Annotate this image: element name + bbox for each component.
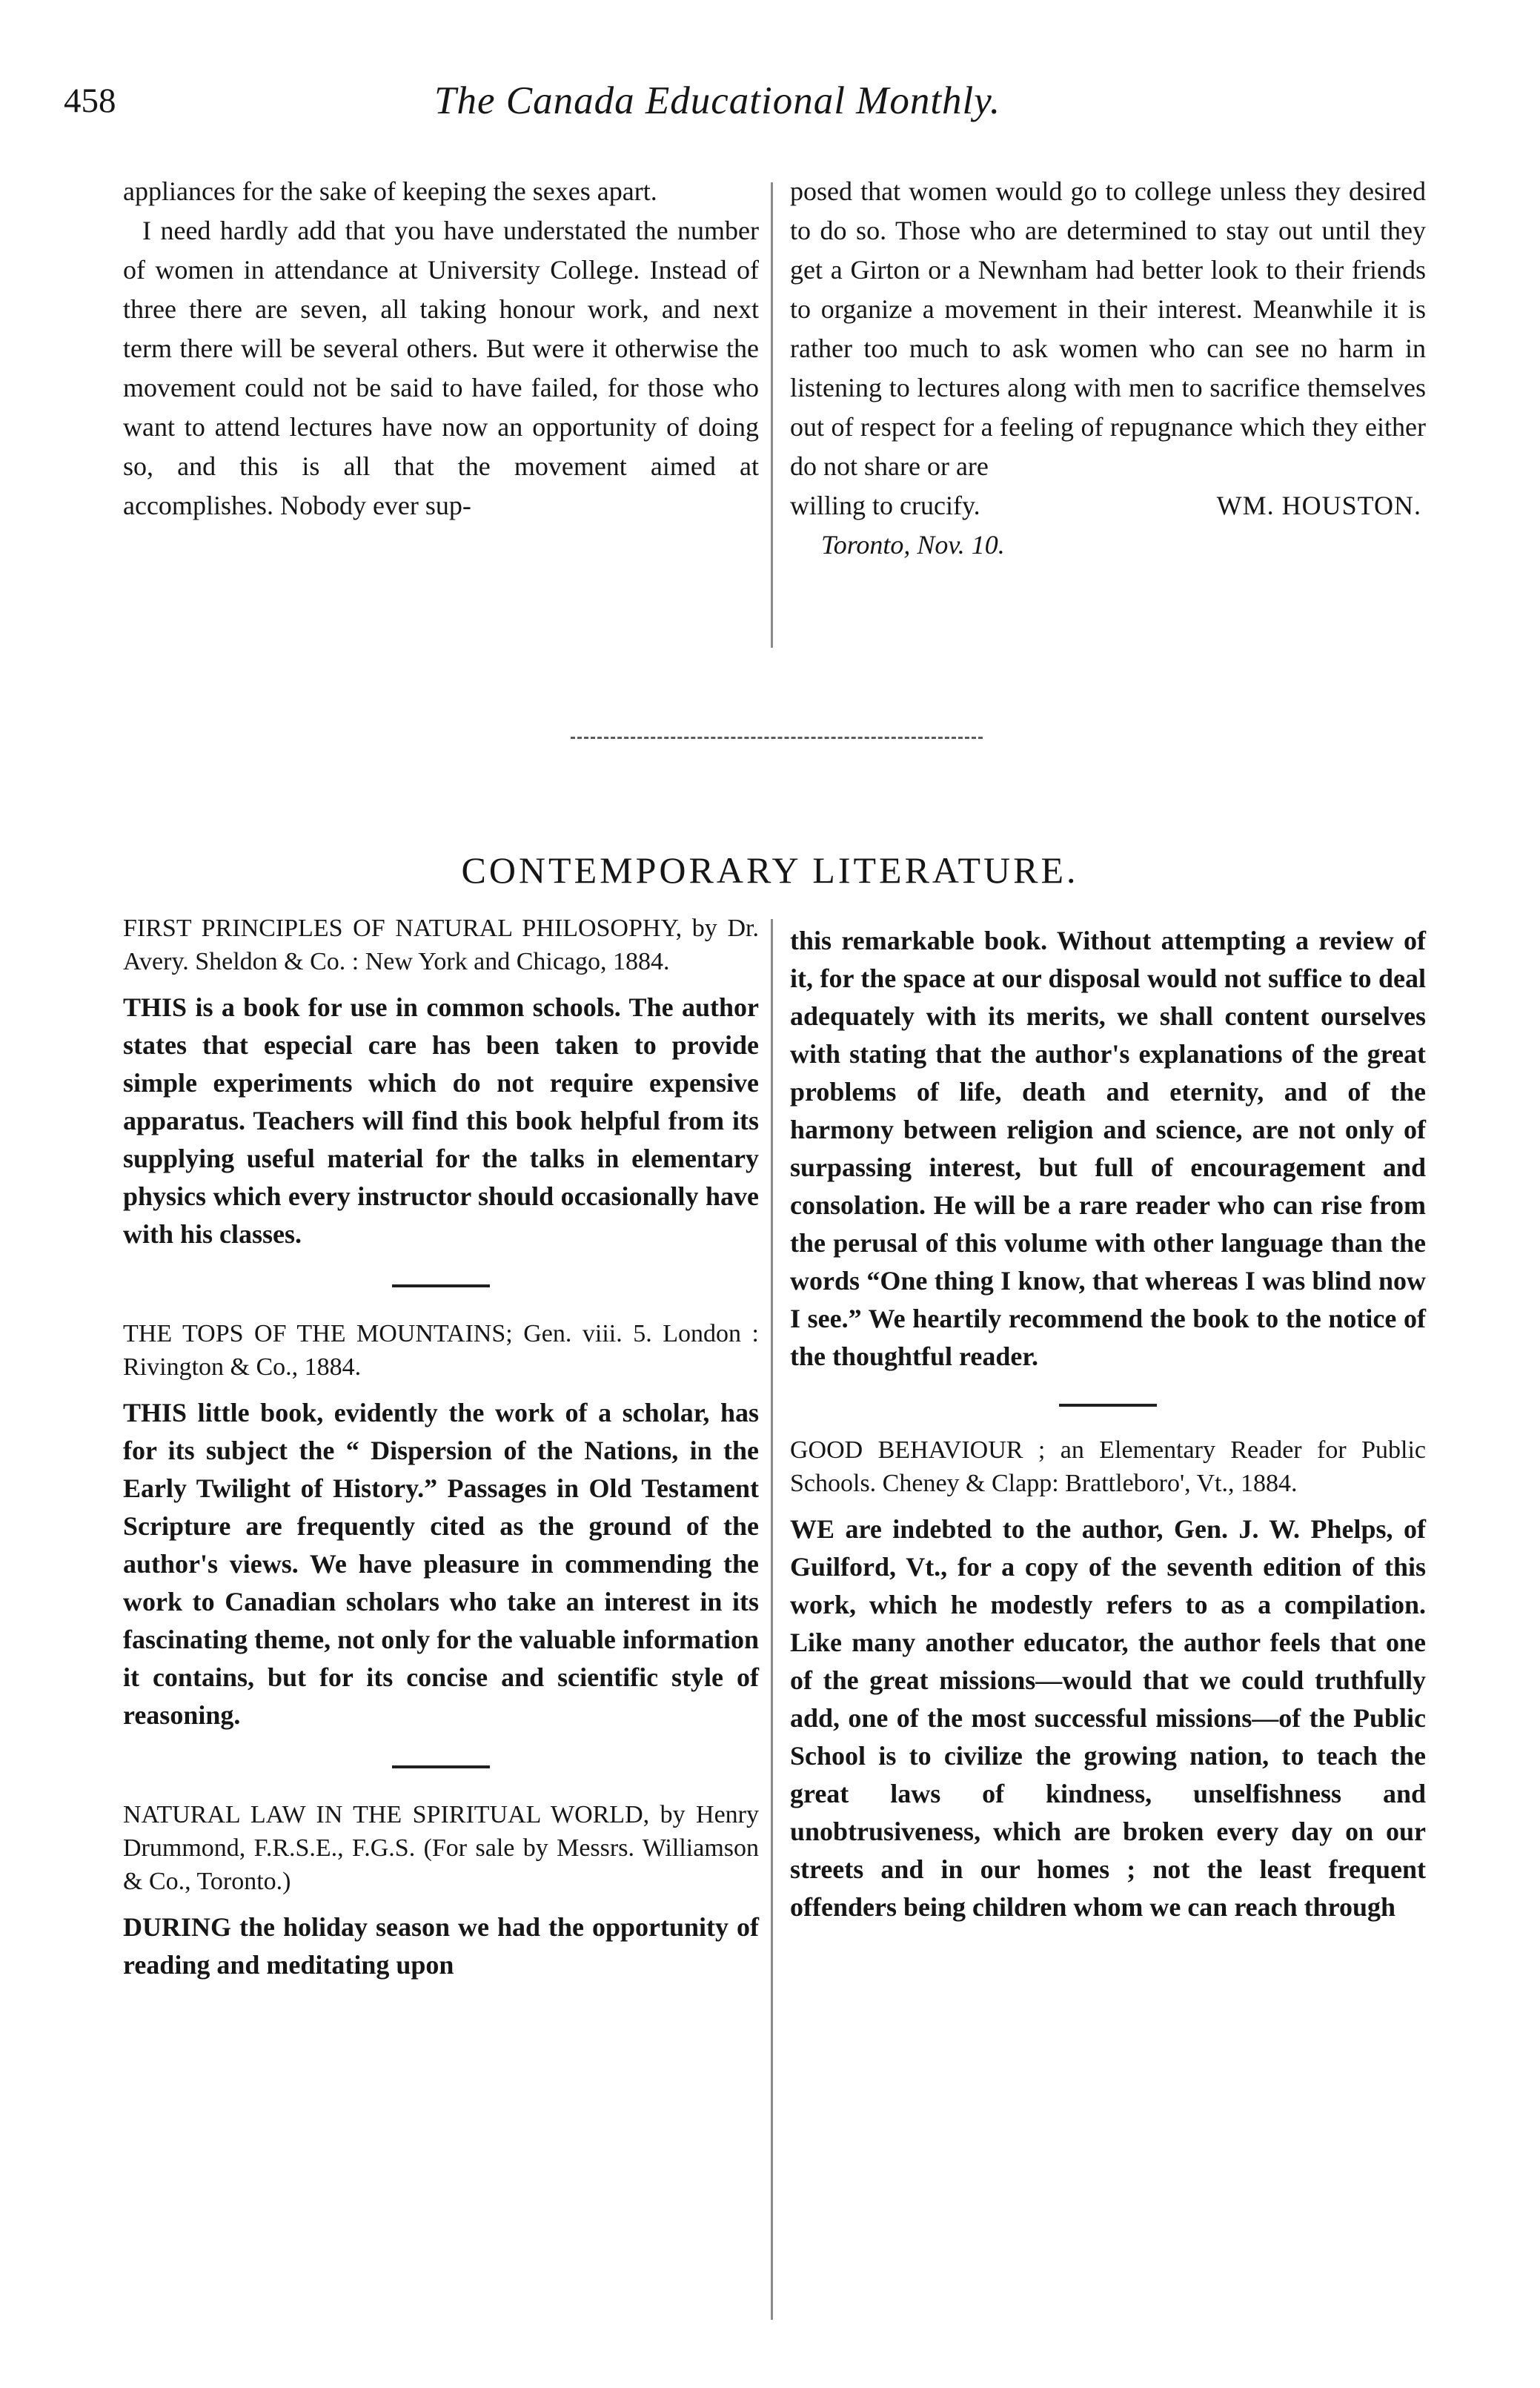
review-block: [123, 912, 759, 1253]
top-left-column: [123, 172, 759, 525]
top-right-paragraph-1: posed that women would go to college unless they desired to do so. Those who are determined to stay out until they get a Girton or a Newnham had better look to their friends to organize a movement in their interest. Meanwhile it is rather too much to ask women who can see no harm in listening to lectures along with men to sacrifice themselves out of respect for a feeling of repugnance which they either do not share or are: [790, 176, 1426, 481]
review-heading: THE TOPS OF THE MOUNTAINS; Gen. viii. 5. London : Rivington & Co., 1884.: [123, 1320, 759, 1381]
review-separator: [392, 1284, 490, 1287]
top-right-column: [790, 172, 1426, 565]
signature-prefix: willing to crucify.: [790, 491, 980, 520]
review-text: THIS little book, evidently the work of a scholar, has for its subject the “ Dispersion of the Nations, in the Early Twilight of History.” Passages in Old Testament Scripture are frequently cited as the ground of the author's views. We have pleasure in commending the work to Canadian scholars who take an interest in its fascinating theme, not only for the valuable information it contains, but for its concise and scientific style of reasoning.: [123, 1398, 759, 1730]
journal-title: The Canada Educational Monthly.: [434, 79, 1001, 122]
section-divider-rule: [571, 737, 983, 739]
review-text: DURING the holiday season we had the opportunity of reading and meditating upon: [123, 1912, 759, 1980]
review-separator: [392, 1765, 490, 1768]
review-text: WE are indebted to the author, Gen. J. W. Phelps, of Guilford, Vt., for a copy of the seventh edition of this work, which he modestly refers to as a compilation. Like many another educator, the author feels that one of the great missions—would that we could truthfully add, one of the most successful missions—of the Public School is to civilize the growing nation, to teach the great laws of kindness, unselfishness and unobtrusiveness, which are broken every day on our streets and in our homes ; not the least frequent offenders being children whom we can reach through: [790, 1514, 1426, 1922]
top-column-divider: [771, 182, 773, 648]
bottom-column-divider: [771, 919, 773, 2320]
page-number: 458: [64, 82, 116, 120]
page-header: [64, 77, 1444, 136]
reviews-right-column: [790, 912, 1426, 1926]
section-title: CONTEMPORARY LITERATURE.: [461, 849, 1079, 891]
reviews-left-column: [123, 912, 759, 1984]
review-heading: FIRST PRINCIPLES OF NATURAL PHILOSOPHY, by Dr. Avery. Sheldon & Co. : New York and Chicago, 1884.: [123, 915, 759, 975]
review-block: [123, 1798, 759, 1984]
review-heading: GOOD BEHAVIOUR ; an Elementary Reader for Public Schools. Cheney & Clapp: Brattleboro', Vt., 1884.: [790, 1436, 1426, 1497]
place-date: Toronto, Nov. 10.: [821, 530, 1005, 560]
signature-name: WM. HOUSTON.: [1216, 491, 1421, 520]
review-text: this remarkable book. Without attempting a review of it, for the space at our disposal would not suffice to deal adequately with its merits, we shall content ourselves with stating that the author's explanations of the great problems of life, death and eternity, and of the harmony between religion and science, are not only of surpassing interest, but full of encouragement and consolation. He will be a rare reader who can rise from the perusal of this volume with other language than the words “One thing I know, that whereas I was blind now I see.” We heartily recommend the book to the notice of the thoughtful reader.: [790, 926, 1426, 1371]
review-text: THIS is a book for use in common schools. The author states that especial care has been taken to provide simple experiments which do not require expensive apparatus. Teachers will find this book helpful from its supplying useful material for the talks in elementary physics which every instructor should occasionally have with his classes.: [123, 992, 759, 1249]
review-block: [123, 1317, 759, 1734]
review-block: [790, 922, 1426, 1376]
review-separator: [1059, 1404, 1157, 1407]
signature-line: [790, 486, 1426, 525]
review-heading: NATURAL LAW IN THE SPIRITUAL WORLD, by Henry Drummond, F.R.S.E., F.G.S. (For sale by Messrs. Williamson & Co., Toronto.): [123, 1801, 759, 1895]
review-block: [790, 1433, 1426, 1926]
top-left-paragraph-2: I need hardly add that you have understated the number of women in attendance at University College. Instead of three there are seven, all taking honour work, and next term there will be several others. But were it otherwise the movement could not be said to have failed, for those who want to attend lectures have now an opportunity of doing so, and this is all that the movement aimed at accomplishes. Nobody ever sup-: [123, 216, 759, 520]
top-left-paragraph-1: appliances for the sake of keeping the sexes apart.: [123, 176, 657, 206]
